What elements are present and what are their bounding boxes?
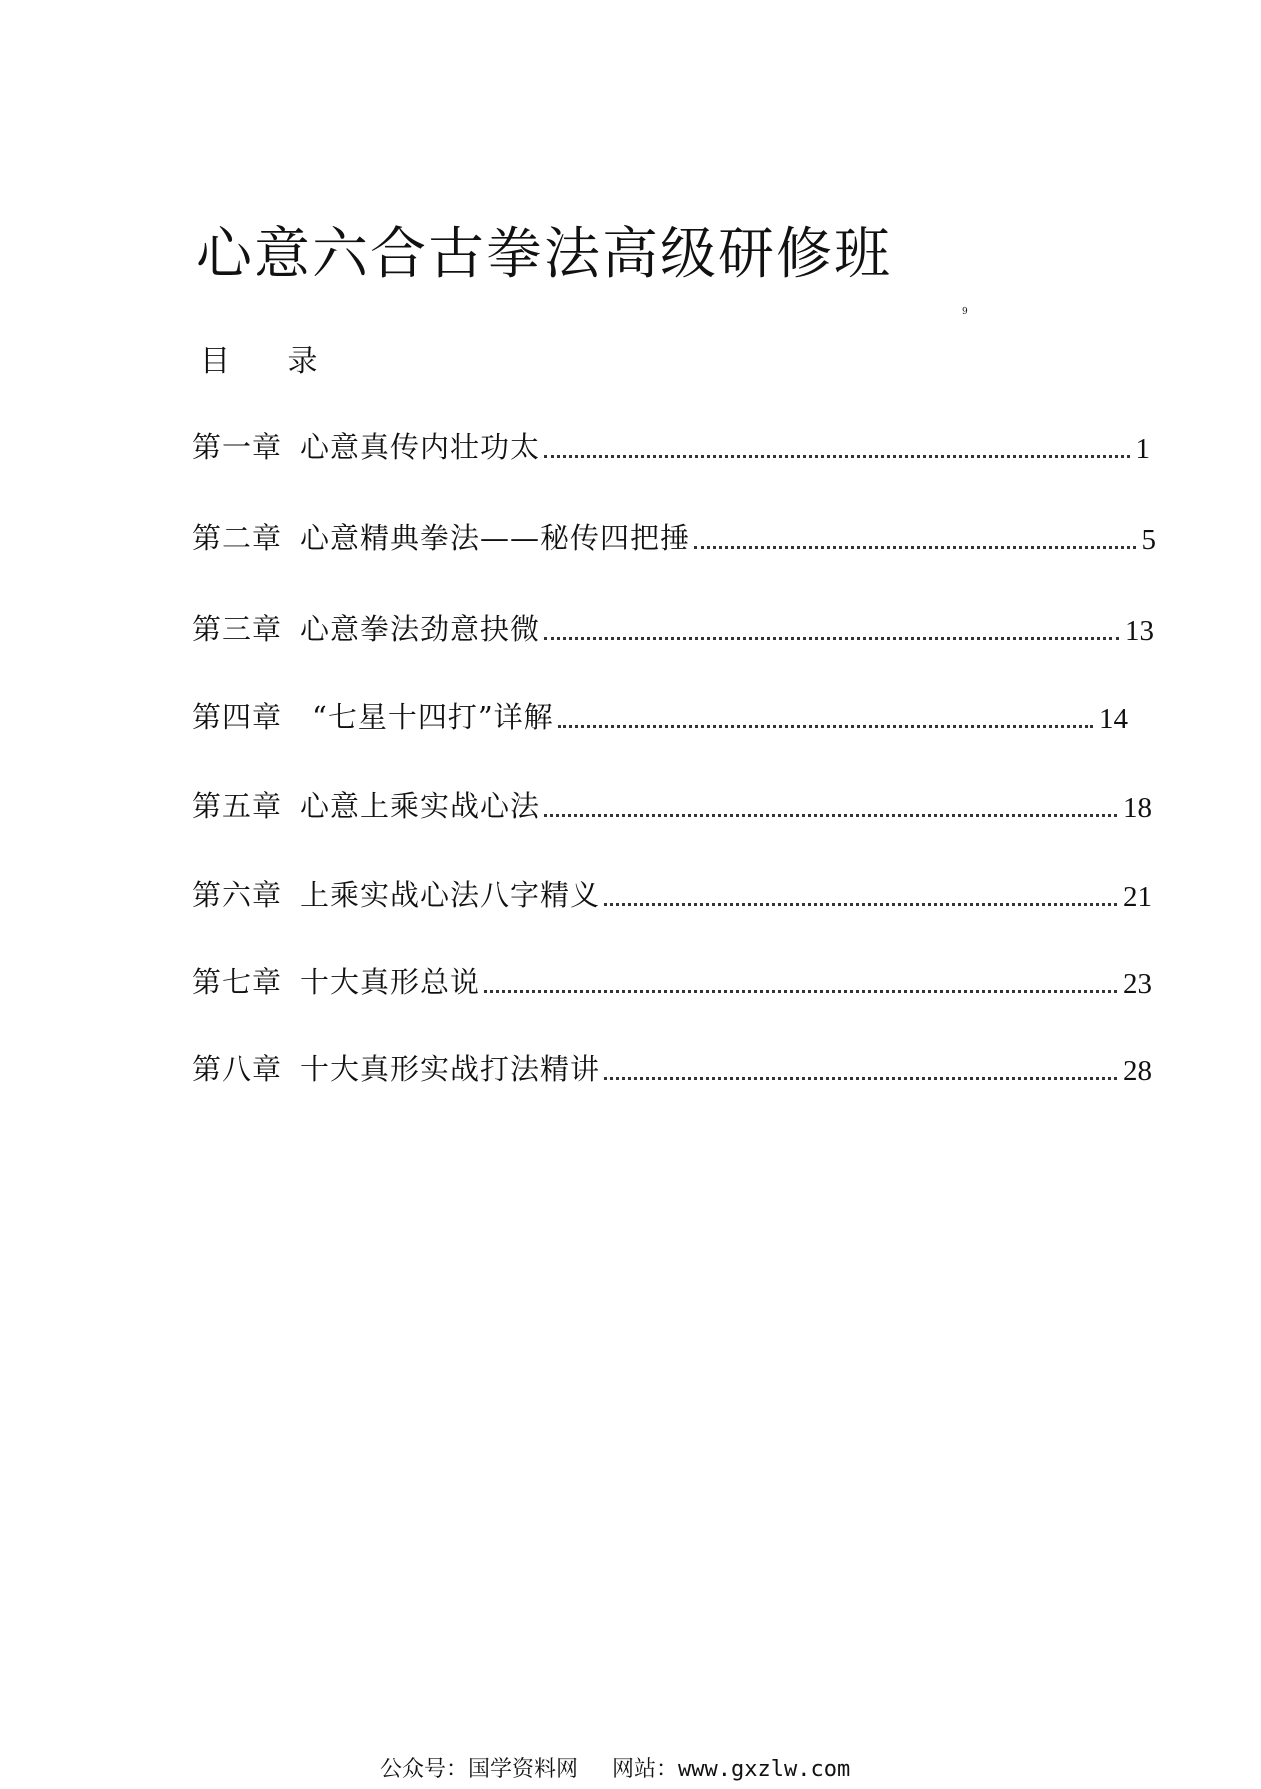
toc-entry[interactable] — [192, 608, 1154, 648]
chapter-title: 心意上乘实战心法 — [300, 789, 541, 823]
site-link[interactable]: www.gxzlw.com — [678, 1757, 851, 1782]
document-title: 心意六合古拳法高级研修班 — [196, 222, 892, 287]
toc-entry[interactable] — [192, 1048, 1152, 1088]
account-label: 公众号：国学资料网 — [380, 1757, 579, 1782]
chapter-number: 第六章 — [192, 878, 283, 912]
chapter-number: 第五章 — [192, 789, 283, 823]
chapter-title: “七星十四打”详解 — [312, 700, 554, 734]
page-mark: 9 — [962, 307, 968, 317]
page-footer — [380, 1752, 850, 1783]
dot-leader — [558, 725, 1093, 728]
dot-leader — [604, 1077, 1117, 1080]
chapter-title: 十大真形实战打法精讲 — [300, 1052, 601, 1086]
chapter-number: 第一章 — [192, 430, 283, 464]
toc-entry[interactable] — [192, 874, 1152, 914]
chapter-number: 第二章 — [192, 521, 283, 555]
chapter-number: 第三章 — [192, 612, 283, 646]
toc-entry[interactable] — [192, 696, 1128, 736]
toc-heading: 目 录 — [200, 344, 342, 379]
toc-entry[interactable] — [192, 517, 1156, 557]
chapter-title: 心意拳法劲意抉微 — [300, 612, 541, 646]
chapter-title: 十大真形总说 — [300, 965, 481, 999]
page-number: 14 — [1099, 703, 1128, 735]
page-number: 23 — [1123, 968, 1152, 1000]
page-number: 21 — [1123, 881, 1152, 913]
dot-leader — [694, 546, 1135, 549]
chapter-number: 第四章 — [192, 700, 283, 734]
dot-leader — [604, 903, 1117, 906]
chapter-title: 心意精典拳法——秘传四把捶 — [300, 521, 691, 555]
page-number: 28 — [1123, 1055, 1152, 1087]
page-number: 5 — [1141, 524, 1156, 556]
dot-leader — [484, 990, 1117, 993]
dot-leader — [544, 814, 1117, 817]
site-label: 网站： — [612, 1757, 679, 1782]
chapter-title: 心意真传内壮功太 — [300, 430, 541, 464]
page-number: 1 — [1135, 433, 1150, 465]
page-number: 18 — [1123, 792, 1152, 824]
toc-entry[interactable] — [192, 785, 1152, 825]
page-number: 13 — [1125, 615, 1154, 647]
dot-leader — [544, 637, 1119, 640]
toc-entry[interactable] — [192, 426, 1150, 466]
chapter-title: 上乘实战心法八字精义 — [300, 878, 601, 912]
toc-entry[interactable] — [192, 961, 1152, 1001]
dot-leader — [544, 455, 1129, 458]
chapter-number: 第七章 — [192, 965, 283, 999]
chapter-number: 第八章 — [192, 1052, 283, 1086]
